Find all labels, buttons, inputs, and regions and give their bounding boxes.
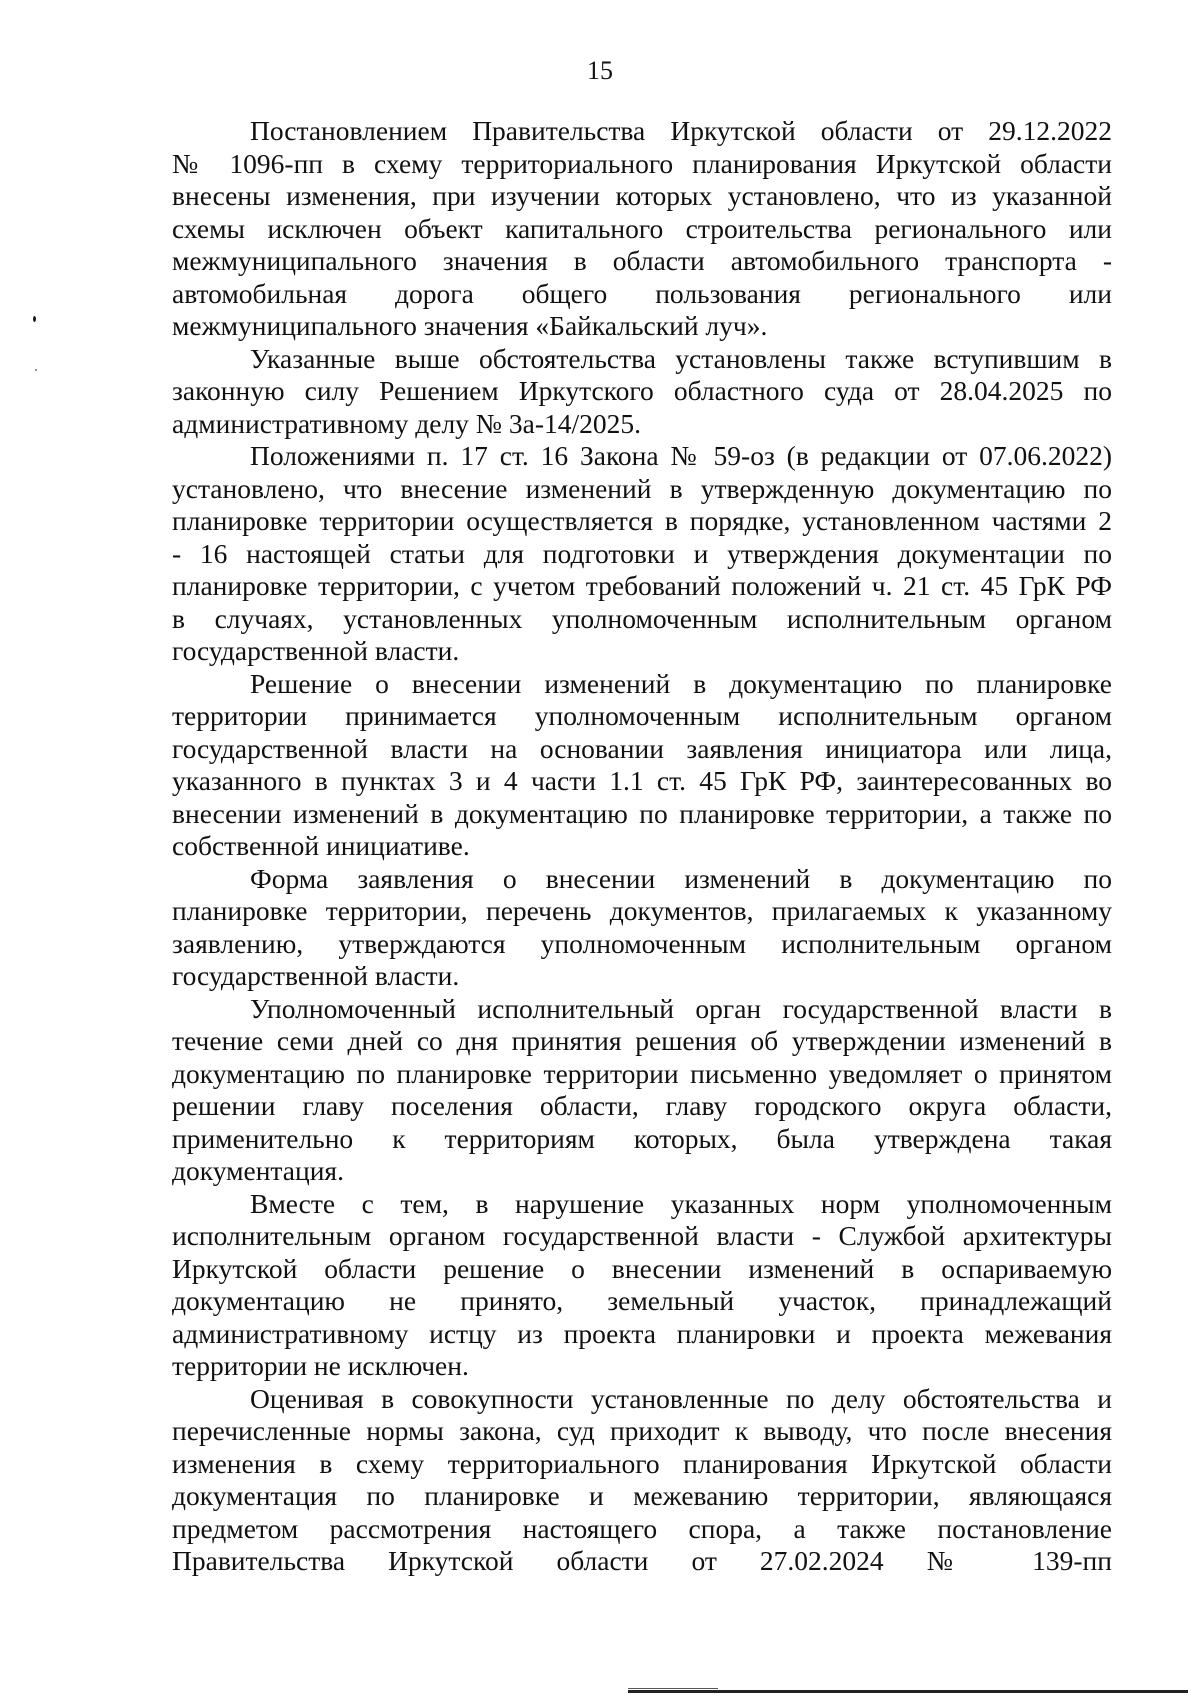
text-line: - 16 настоящей статьи для подготовки и утверждения документации по <box>172 537 1112 569</box>
scan-speck <box>33 316 36 322</box>
footer-rule <box>628 1688 718 1689</box>
scan-speck <box>35 369 37 371</box>
text-line: государственной власти. <box>172 635 460 666</box>
text-line: указанного в пунктах 3 и 4 части 1.1 ст. 45 ГрК РФ, заинтересованных во <box>172 765 1112 796</box>
text-line: документацию не принято, земельный участок, принадлежащий <box>172 1285 1112 1316</box>
text-line: планировке территории, перечень документов, прилагаемых к указанному <box>172 895 1112 926</box>
text-line: № 1096-пп в схему территориального планирования Иркутской области <box>172 147 1112 179</box>
text-line: территории не исключен. <box>172 1350 469 1381</box>
text-line: предметом рассмотрения настоящего спора, а также постановление <box>172 1512 1112 1544</box>
text-line: документация по планировке и межеванию территории, являющаяся <box>172 1480 1112 1511</box>
text-line: исполнительным органом государственной власти - Службой архитектуры <box>172 1220 1112 1251</box>
text-line: внесены изменения, при изучении которых установлено, что из указанной <box>172 180 1112 211</box>
text-line: документацию по планировке территории письменно уведомляет о принятом <box>172 1057 1112 1089</box>
text-line: заявлению, утверждаются уполномоченным исполнительным органом <box>172 927 1112 959</box>
text-line: установлено, что внесение изменений в утвержденную документацию по <box>172 472 1112 504</box>
text-line: Уполномоченный исполнительный орган государственной власти в <box>250 992 1112 1024</box>
document-body <box>172 115 1112 1578</box>
text-line: решении главу поселения области, главу городского округа области, <box>172 1090 1112 1121</box>
text-line: государственной власти на основании заявления инициатора или лица, <box>172 732 1112 764</box>
text-line: Решение о внесении изменений в документацию по планировке <box>250 667 1112 699</box>
text-line: законную силу Решением Иркутского областного суда от 28.04.2025 по <box>172 375 1112 406</box>
text-line: внесении изменений в документацию по планировке территории, а также по <box>172 797 1112 829</box>
text-line: автомобильная дорога общего пользования регионального или <box>172 277 1112 309</box>
text-line: планировке территории, с учетом требований положений ч. 21 ст. 45 ГрК РФ <box>172 570 1112 601</box>
text-line: Правительства Иркутской области от 27.02.2024 № 139-пп <box>172 1545 1112 1576</box>
text-line: Вместе с тем, в нарушение указанных норм уполномоченным <box>250 1187 1112 1219</box>
text-line: административному делу № 3а-14/2025. <box>172 407 642 439</box>
text-line: Оценивая в совокупности установленные по делу обстоятельства и <box>250 1382 1112 1414</box>
text-line: государственной власти. <box>172 960 460 991</box>
page-number: 15 <box>587 56 613 85</box>
text-line: применительно к территориям которых, была утверждена такая <box>172 1122 1112 1154</box>
text-line: течение семи дней со дня принятия решения об утверждении изменений в <box>172 1025 1112 1056</box>
text-line: в случаях, установленных уполномоченным исполнительным органом <box>172 602 1112 634</box>
text-line: территории принимается уполномоченным исполнительным органом <box>172 700 1112 731</box>
text-line: Постановлением Правительства Иркутской области от 29.12.2022 <box>250 115 1112 146</box>
text-line: межмуниципального значения в области автомобильного транспорта - <box>172 245 1112 276</box>
text-line: изменения в схему территориального планирования Иркутской области <box>172 1447 1112 1479</box>
text-line: Положениями п. 17 ст. 16 Закона № 59-оз (в редакции от 07.06.2022) <box>250 440 1112 471</box>
footer-rule <box>628 1690 1188 1693</box>
text-line: перечисленные нормы закона, суд приходит к выводу, что после внесения <box>172 1415 1112 1446</box>
text-line: административному истцу из проекта планировки и проекта межевания <box>172 1317 1112 1349</box>
text-line: Указанные выше обстоятельства установлены также вступившим в <box>250 342 1112 374</box>
text-line: Форма заявления о внесении изменений в документацию по <box>250 862 1112 894</box>
text-line: схемы исключен объект капитального строительства регионального или <box>172 212 1112 244</box>
text-line: документация. <box>172 1155 344 1186</box>
text-line: планировке территории осуществляется в порядке, установленном частями 2 <box>172 505 1112 536</box>
text-line: собственной инициативе. <box>172 830 470 861</box>
text-line: межмуниципального значения «Байкальский луч». <box>172 310 768 341</box>
text-line: Иркутской области решение о внесении изменений в оспариваемую <box>172 1252 1112 1284</box>
